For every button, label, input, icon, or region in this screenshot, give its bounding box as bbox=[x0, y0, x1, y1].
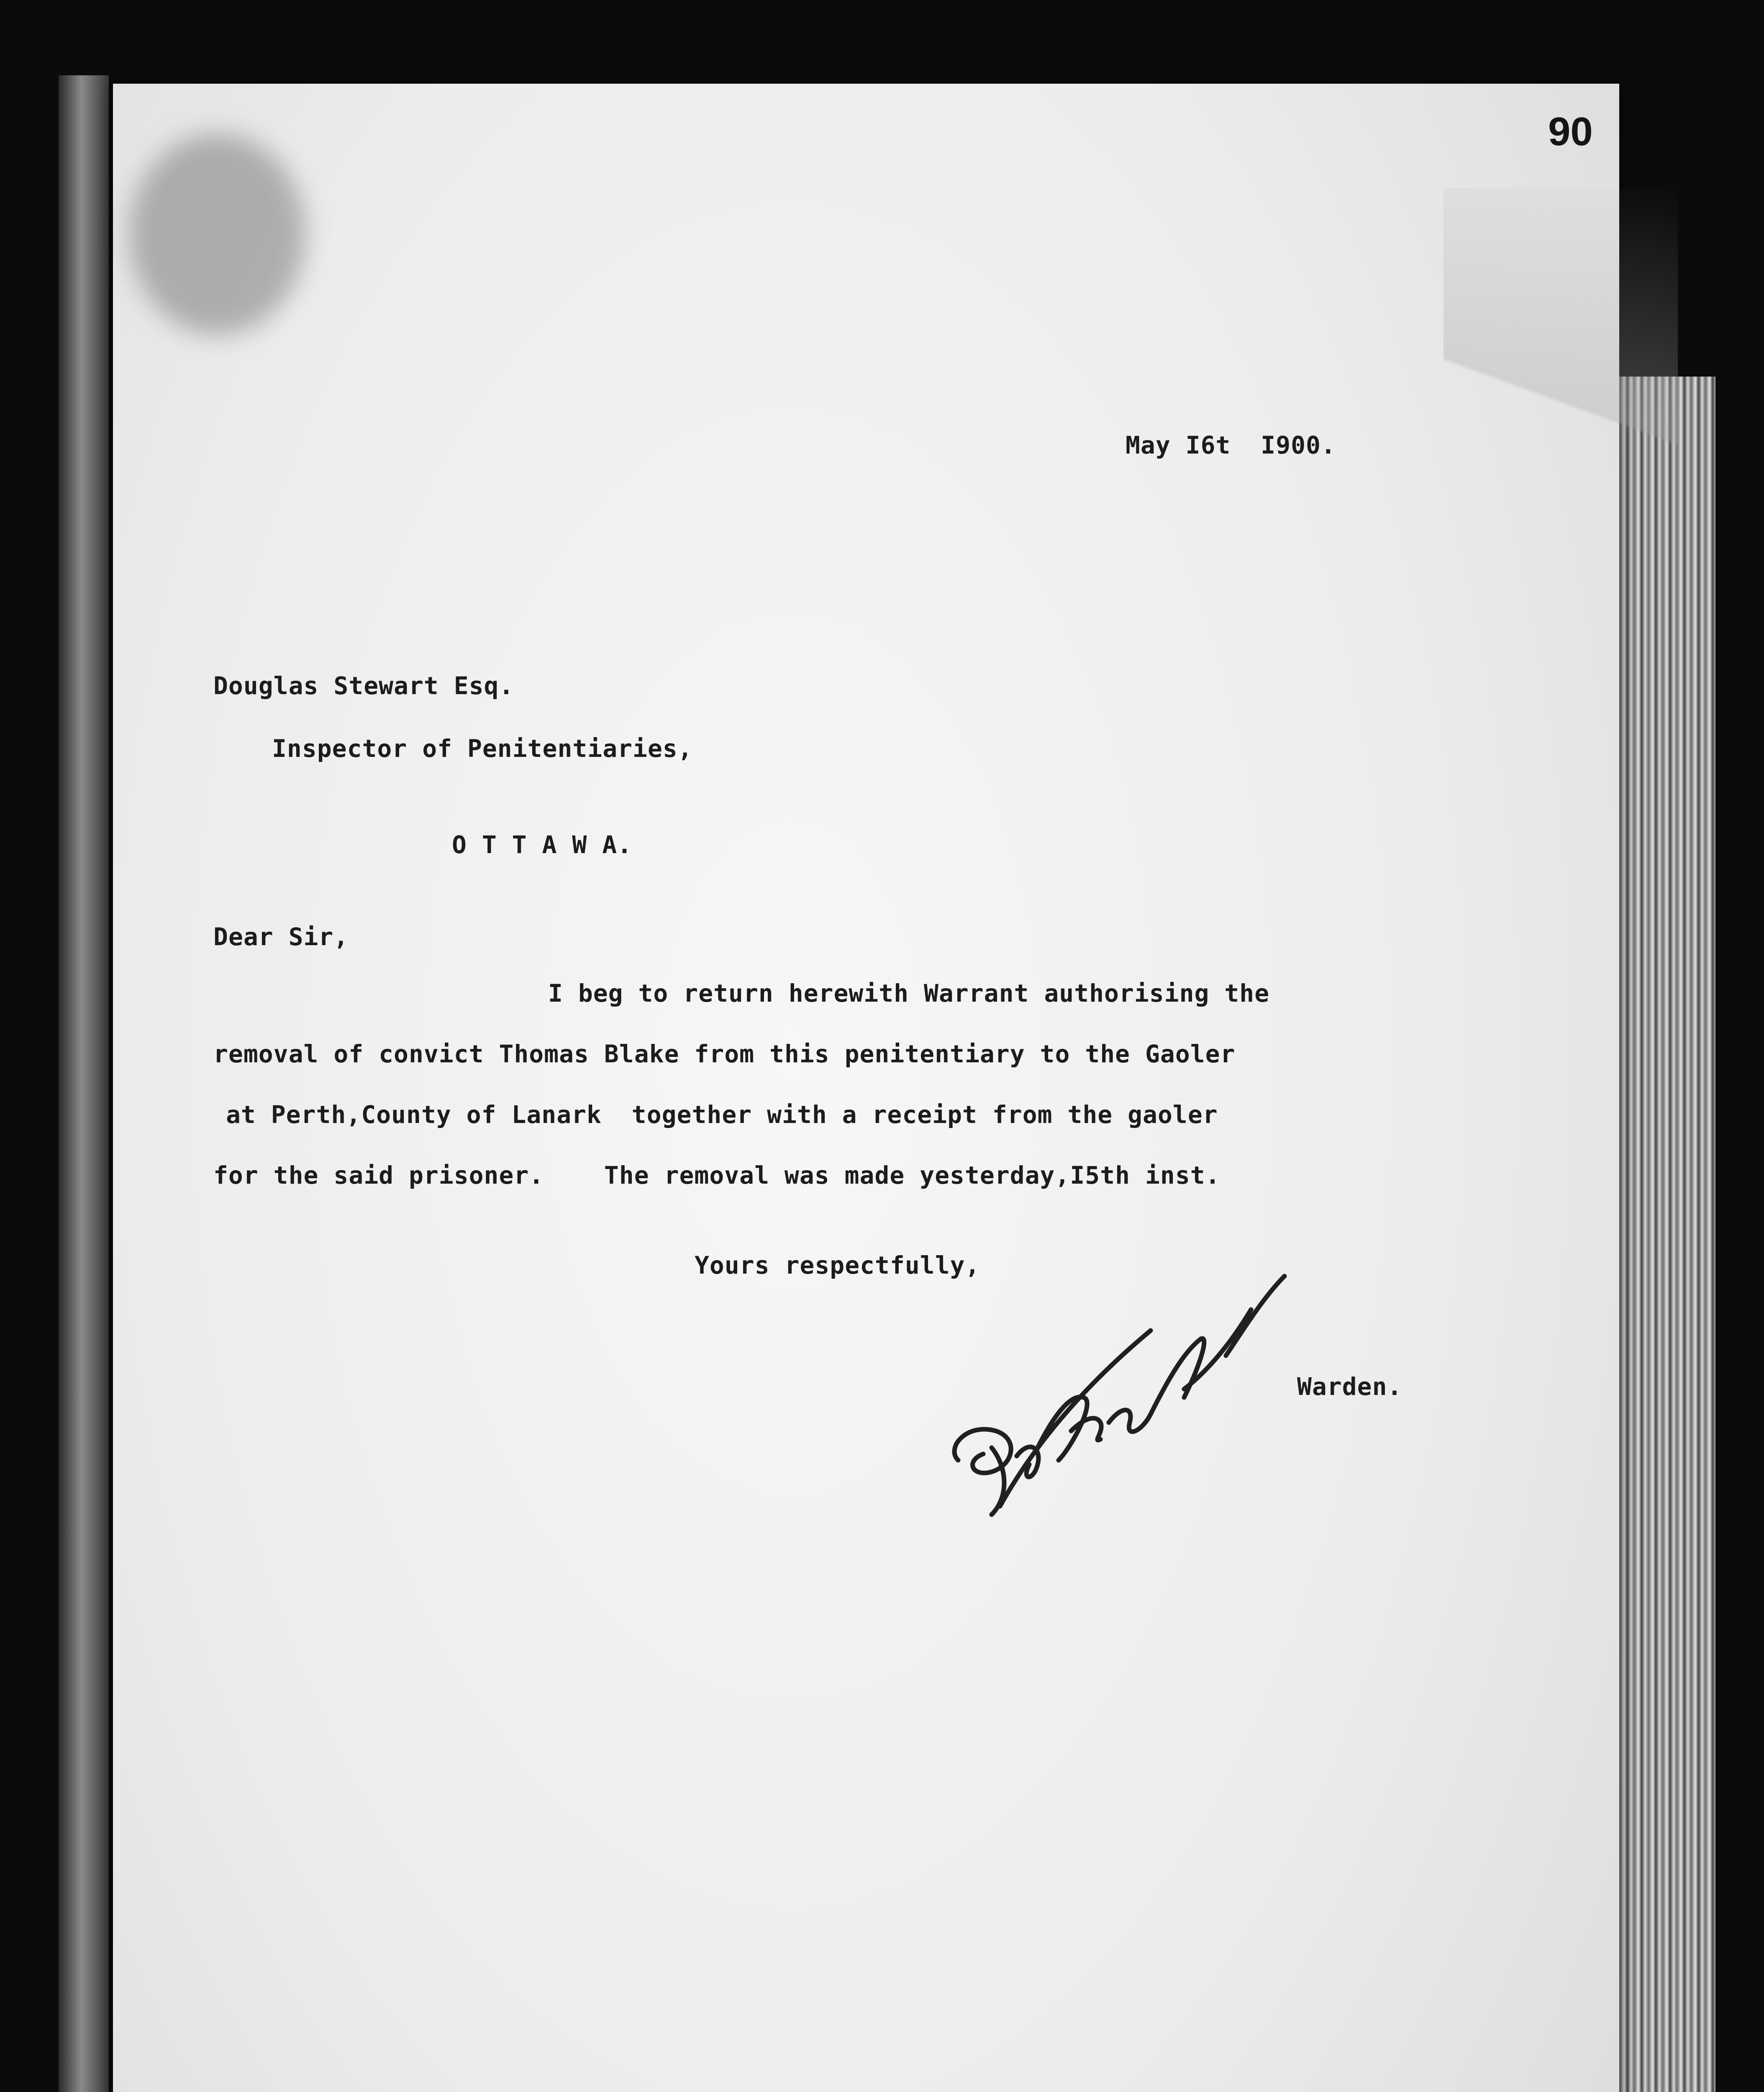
salutation: Dear Sir, bbox=[213, 923, 349, 951]
body-line: at Perth,County of Lanark together with a receipt from the gaoler bbox=[226, 1100, 1218, 1129]
letter-page bbox=[113, 84, 1619, 2092]
folded-corner bbox=[1444, 188, 1678, 565]
binding-strip bbox=[59, 75, 109, 2092]
recipient-name: Douglas Stewart Esq. bbox=[213, 672, 514, 700]
handwritten-signature bbox=[933, 1213, 1310, 1531]
letter-date: May I6t I900. bbox=[1126, 431, 1336, 459]
body-line: I beg to return herewith Warrant authorising the bbox=[548, 979, 1270, 1008]
page-number: 90 bbox=[1548, 109, 1593, 154]
ink-smudge bbox=[130, 134, 305, 335]
signature-title: Warden. bbox=[1297, 1372, 1402, 1401]
recipient-city: O T T A W A. bbox=[452, 831, 633, 859]
body-line: for the said prisoner. The removal was made yesterday,I5th inst. bbox=[213, 1161, 1220, 1190]
closing: Yours respectfully, bbox=[695, 1251, 980, 1279]
recipient-title: Inspector of Penitentiaries, bbox=[272, 734, 693, 763]
body-line: removal of convict Thomas Blake from this penitentiary to the Gaoler bbox=[213, 1040, 1236, 1068]
